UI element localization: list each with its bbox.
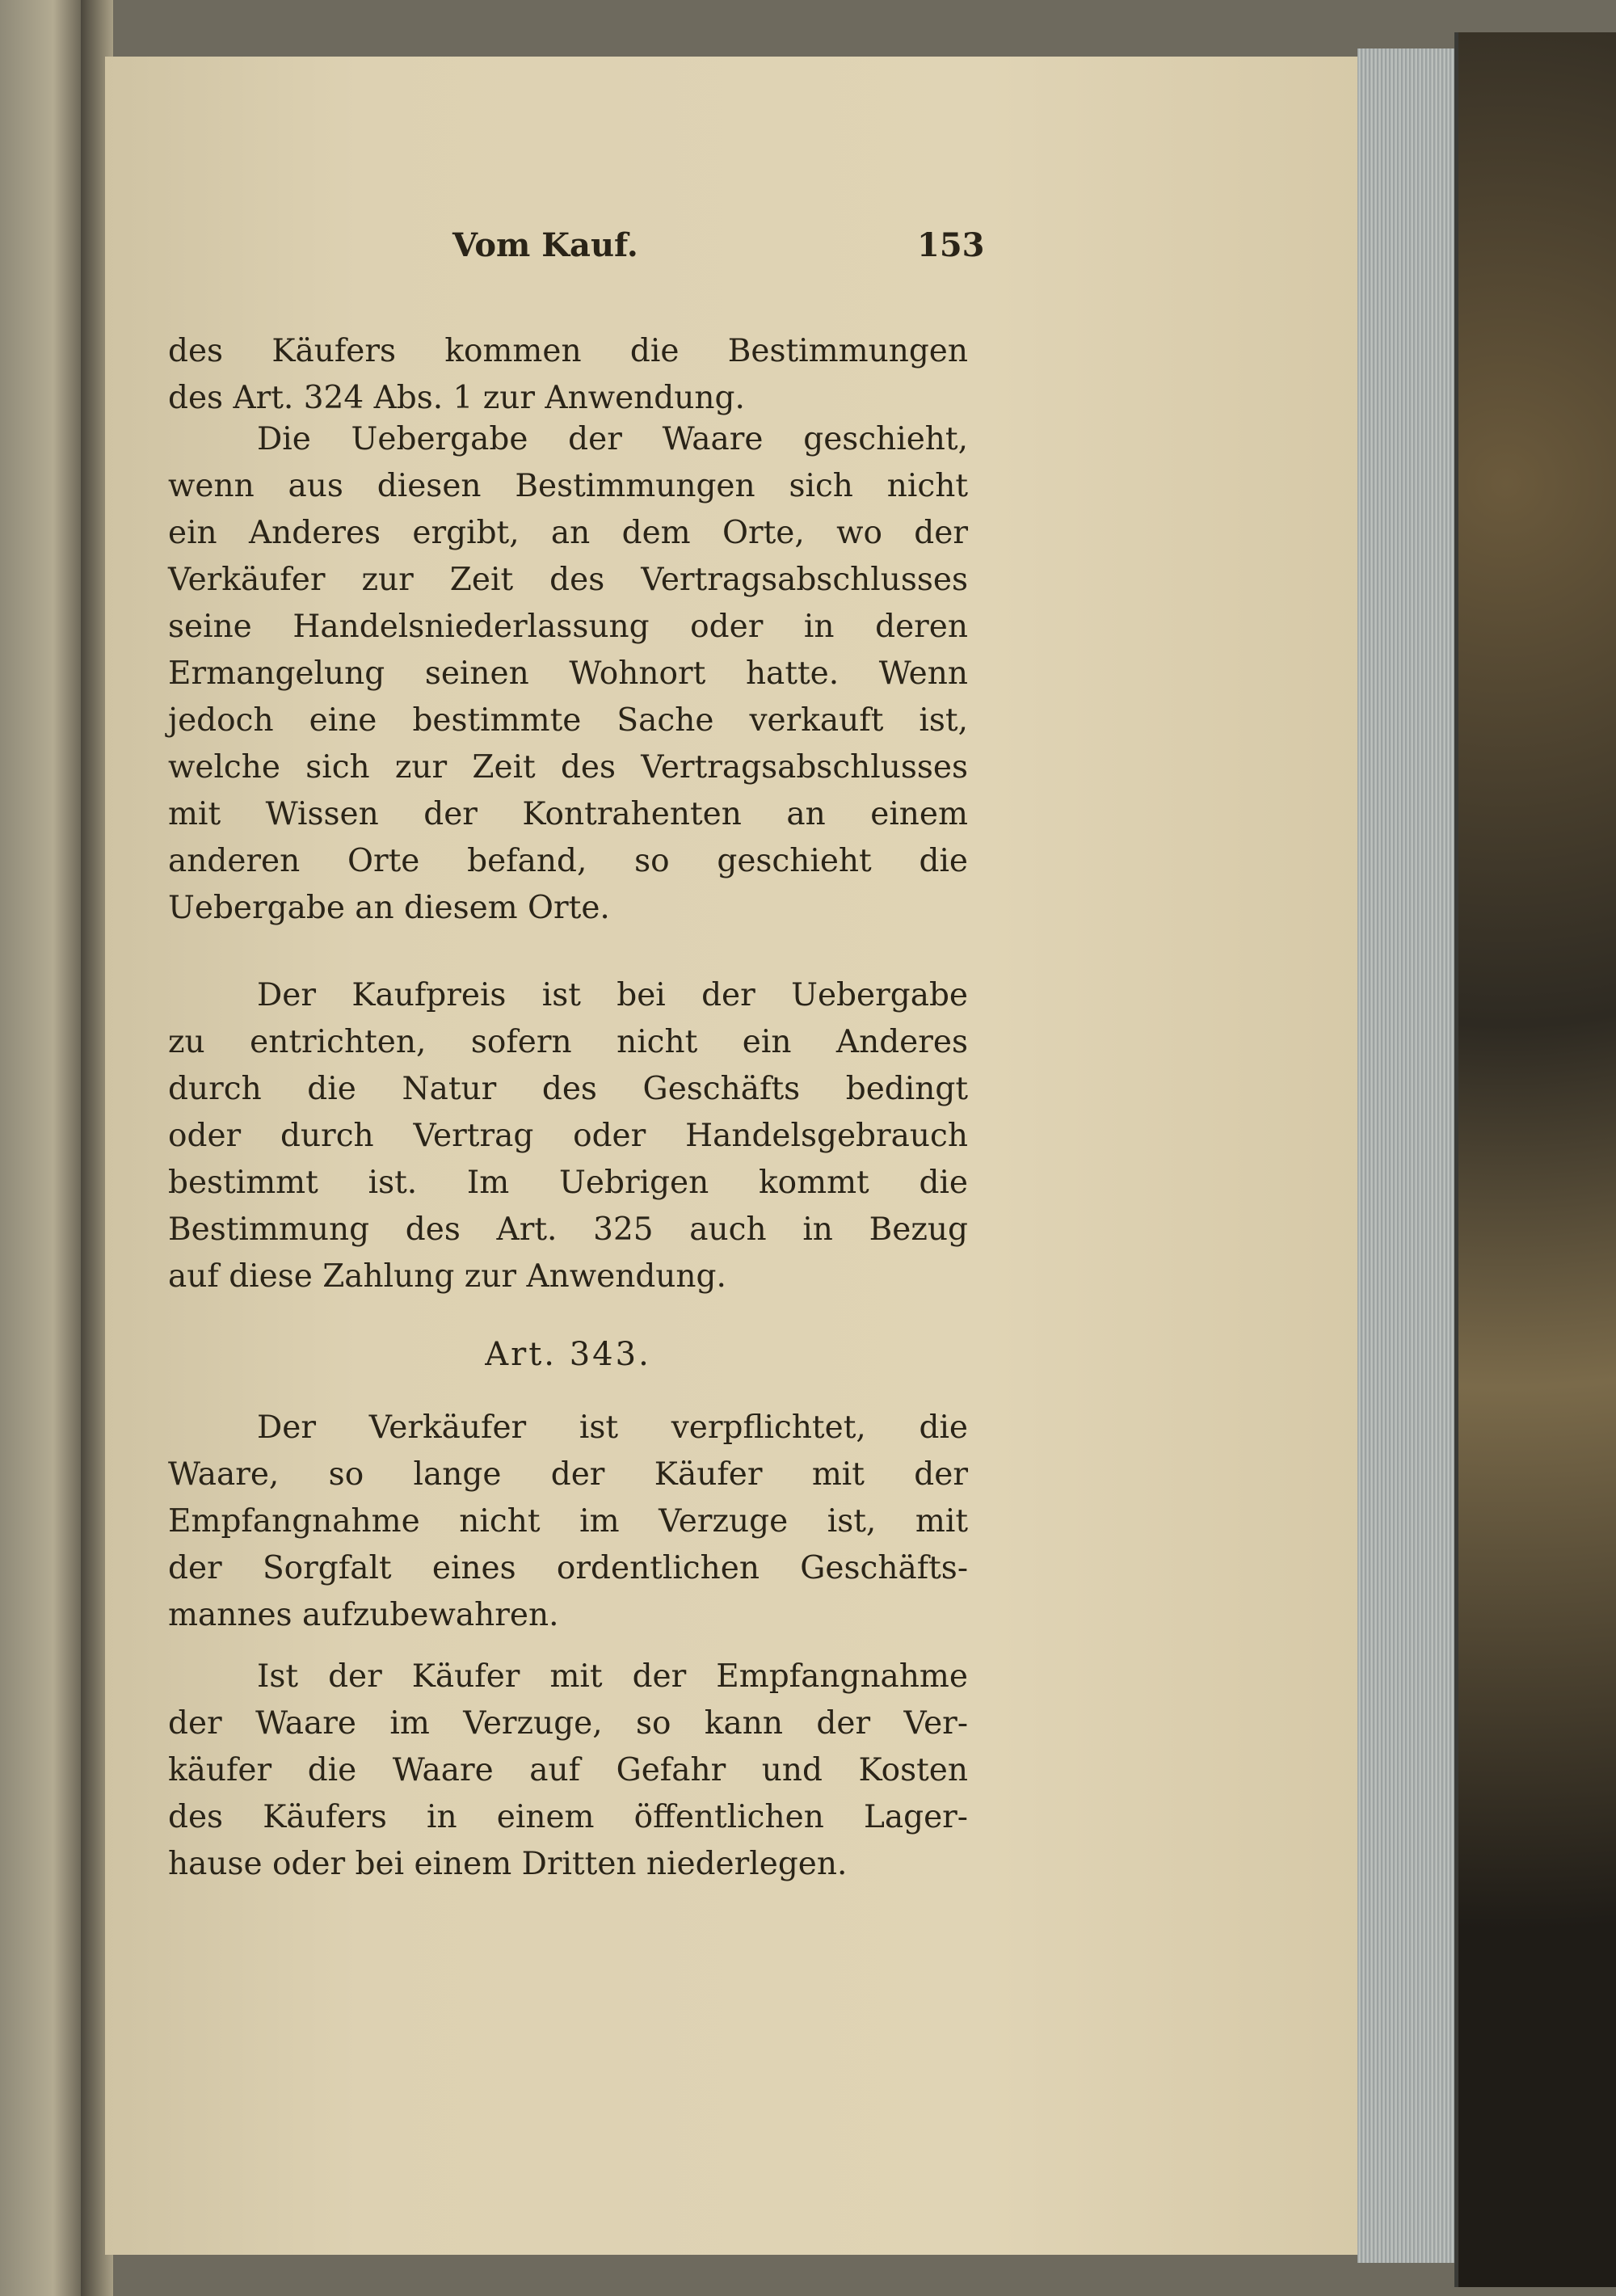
text-line: mannes aufzubewahren.: [168, 1597, 559, 1633]
page-edges: [1357, 48, 1458, 2263]
text-line: der Waare im Verzuge, so kann der Ver-: [168, 1705, 968, 1742]
text-line: des Art. 324 Abs. 1 zur Anwendung.: [168, 380, 745, 416]
text-line: Verkäufer zur Zeit des Vertragsabschlusses: [168, 562, 968, 598]
text-line: mit Wissen der Kontrahenten an einem: [168, 796, 968, 832]
facing-page: [0, 0, 89, 2296]
text-line: der Sorgfalt eines ordentlichen Geschäfts-: [168, 1550, 968, 1586]
text-line: anderen Orte befand, so geschieht die: [168, 843, 968, 879]
marbled-cover: [1458, 32, 1616, 2287]
text-line: Bestimmung des Art. 325 auch in Bezug: [168, 1211, 968, 1248]
text-line: durch die Natur des Geschäfts bedingt: [168, 1071, 968, 1107]
text-line: Ist der Käufer mit der Empfangnahme: [257, 1658, 968, 1695]
text-line: wenn aus diesen Bestimmungen sich nicht: [168, 468, 968, 504]
text-line: Waare, so lange der Käufer mit der: [168, 1456, 968, 1493]
text-line: Ermangelung seinen Wohnort hatte. Wenn: [168, 655, 968, 692]
text-line: bestimmt ist. Im Uebrigen kommt die: [168, 1165, 968, 1201]
text-line: käufer die Waare auf Gefahr und Kosten: [168, 1752, 968, 1788]
paragraph-delivery-place: [168, 416, 968, 932]
text-line: welche sich zur Zeit des Vertragsabschlusses: [168, 749, 968, 786]
text-line: Die Uebergabe der Waare geschieht,: [257, 421, 968, 457]
paragraph-continuation: [168, 328, 968, 422]
text-line: hause oder bei einem Dritten niederlegen.: [168, 1846, 848, 1882]
text-line: Empfangnahme nicht im Verzuge ist, mit: [168, 1503, 968, 1540]
text-line: auf diese Zahlung zur Anwendung.: [168, 1258, 726, 1295]
page-number: 153: [917, 226, 985, 264]
text-line: zu entrichten, sofern nicht ein Anderes: [168, 1024, 968, 1060]
paragraph-seller-duty: [168, 1405, 968, 1639]
text-line: Der Verkäufer ist verpflichtet, die: [257, 1409, 968, 1446]
text-line: oder durch Vertrag oder Handelsgebrauch: [168, 1118, 968, 1154]
paragraph-buyer-default: [168, 1654, 968, 1888]
text-line: des Käufers in einem öffentlichen Lager-: [168, 1799, 968, 1835]
text-line: ein Anderes ergibt, an dem Orte, wo der: [168, 515, 968, 551]
text-line: Uebergabe an diesem Orte.: [168, 890, 610, 926]
text-line: jedoch eine bestimmte Sache verkauft ist,: [168, 702, 968, 739]
text-line: Der Kaufpreis ist bei der Uebergabe: [257, 977, 968, 1013]
text-line: seine Handelsniederlassung oder in deren: [168, 609, 968, 645]
text-line: des Käufers kommen die Bestimmungen: [168, 333, 968, 369]
running-head-title: Vom Kauf.: [452, 226, 638, 264]
article-heading: Art. 343.: [485, 1336, 651, 1373]
paragraph-purchase-price: [168, 972, 968, 1300]
